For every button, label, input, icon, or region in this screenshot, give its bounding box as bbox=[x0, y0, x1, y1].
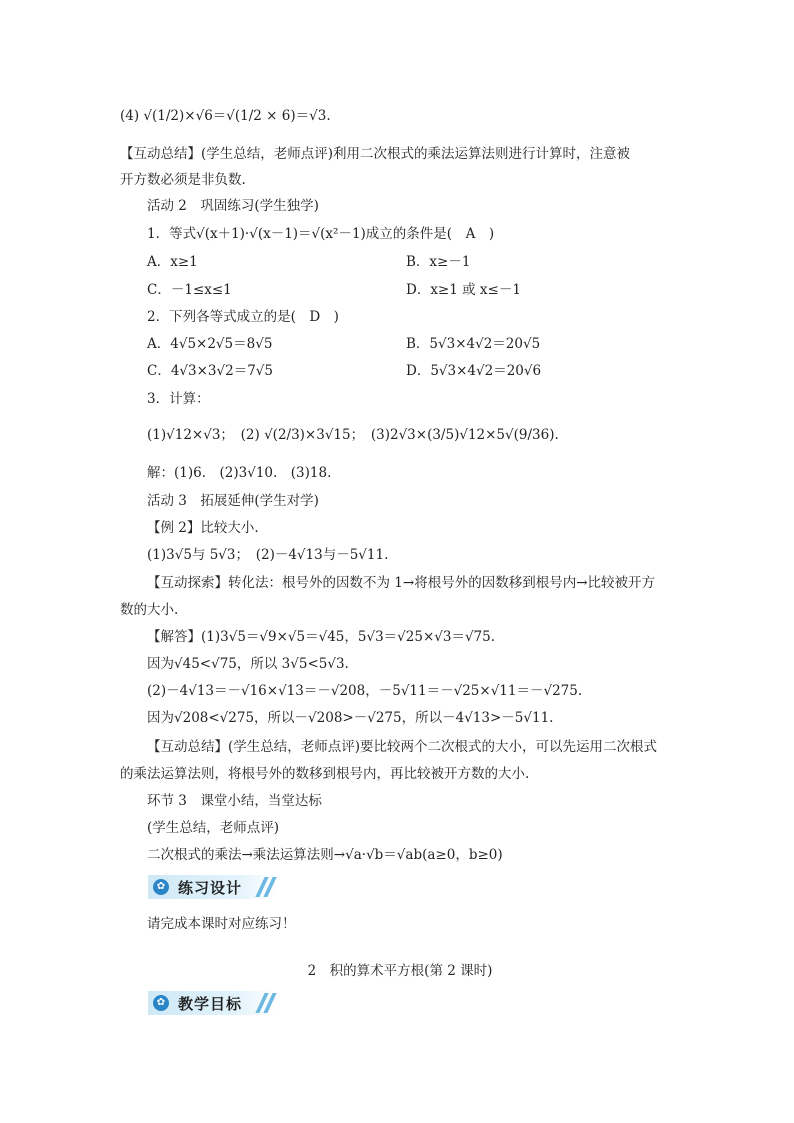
summary-2-line-b: 的乘法运算法则，将根号外的数移到根号内，再比较被开方数的大小. bbox=[120, 766, 530, 782]
teaching-goals-title: 教学目标 bbox=[178, 995, 243, 1013]
question-3: 3．计算： bbox=[147, 391, 210, 407]
teaching-goals-banner bbox=[148, 991, 276, 1015]
example-2-heading: 【例 2】比较大小. bbox=[147, 520, 259, 536]
q2-option-d: D．5√3×4√2＝20√6 bbox=[406, 363, 542, 379]
section-title: 2 积的算术平方根(第 2 课时) bbox=[307, 963, 493, 979]
trophy-icon: ✿ bbox=[153, 879, 169, 895]
question-3-answer: 解：(1)6. (2)3√10. (3)18. bbox=[147, 465, 332, 481]
activity-3-heading: 活动 3 拓展延伸(学生对学) bbox=[147, 493, 319, 509]
trophy-icon: ✿ bbox=[153, 995, 169, 1011]
explore-line-b: 数的大小. bbox=[120, 602, 179, 618]
practice-design-banner bbox=[148, 875, 276, 899]
multiplication-rule: 二次根式的乘法→乘法运算法则→√a·√b＝√ab(a≥0，b≥0) bbox=[147, 847, 503, 863]
question-2: 2．下列各等式成立的是( D ) bbox=[147, 309, 339, 325]
solution-line-1: 【解答】(1)3√5＝√9×√5＝√45，5√3＝√25×√3＝√75. bbox=[147, 629, 496, 645]
example-4-line: (4) √(1/2)×√6＝√(1/2 × 6)＝√3. bbox=[120, 108, 331, 124]
link-3-heading: 环节 3 课堂小结，当堂达标 bbox=[147, 793, 322, 809]
activity-2-heading: 活动 2 巩固练习(学生独学) bbox=[147, 198, 319, 214]
summary-1-line-b: 开方数必须是非负数. bbox=[120, 172, 246, 188]
q1-option-a: A．x≥1 bbox=[147, 254, 198, 270]
q2-option-a: A．4√5×2√5＝8√5 bbox=[147, 336, 273, 352]
summary-1-line-a: 【互动总结】(学生总结，老师点评)利用二次根式的乘法运算法则进行计算时，注意被 bbox=[120, 146, 631, 162]
practice-design-title: 练习设计 bbox=[178, 879, 243, 897]
link-3-note: (学生总结，老师点评) bbox=[147, 820, 280, 836]
example-2-items: (1)3√5与 5√3； (2)－4√13与－5√11. bbox=[147, 547, 389, 563]
question-3-items: (1)√12×√3； (2) √(2/3)×3√15； (3)2√3×(3/5)√12×5√(9/36). bbox=[147, 427, 559, 443]
q1-option-b: B．x≥－1 bbox=[406, 254, 471, 270]
solution-line-3: (2)－4√13＝－√16×√13＝－√208，－5√11＝－√25×√11＝－√275. bbox=[147, 683, 583, 699]
q1-option-c: C．－1≤x≤1 bbox=[147, 282, 232, 298]
summary-2-line-a: 【互动总结】(学生总结，老师点评)要比较两个二次根式的大小，可以先运用二次根式 bbox=[147, 739, 658, 755]
question-1: 1．等式√(x＋1)·√(x－1)＝√(x²－1)成立的条件是( A ) bbox=[147, 226, 495, 242]
explore-line-a: 【互动探索】转化法：根号外的因数不为 1→将根号外的因数移到根号内→比较被开方 bbox=[147, 575, 656, 591]
solution-line-2: 因为√45<√75，所以 3√5<5√3. bbox=[147, 656, 349, 672]
solution-line-4: 因为√208<√275，所以－√208>－√275，所以－4√13>－5√11. bbox=[147, 710, 554, 726]
q1-option-d: D．x≥1 或 x≤－1 bbox=[406, 282, 521, 298]
q2-option-b: B．5√3×4√2＝20√5 bbox=[406, 336, 541, 352]
practice-instruction: 请完成本课时对应练习！ bbox=[147, 916, 296, 932]
q2-option-c: C．4√3×3√2＝7√5 bbox=[147, 363, 273, 379]
